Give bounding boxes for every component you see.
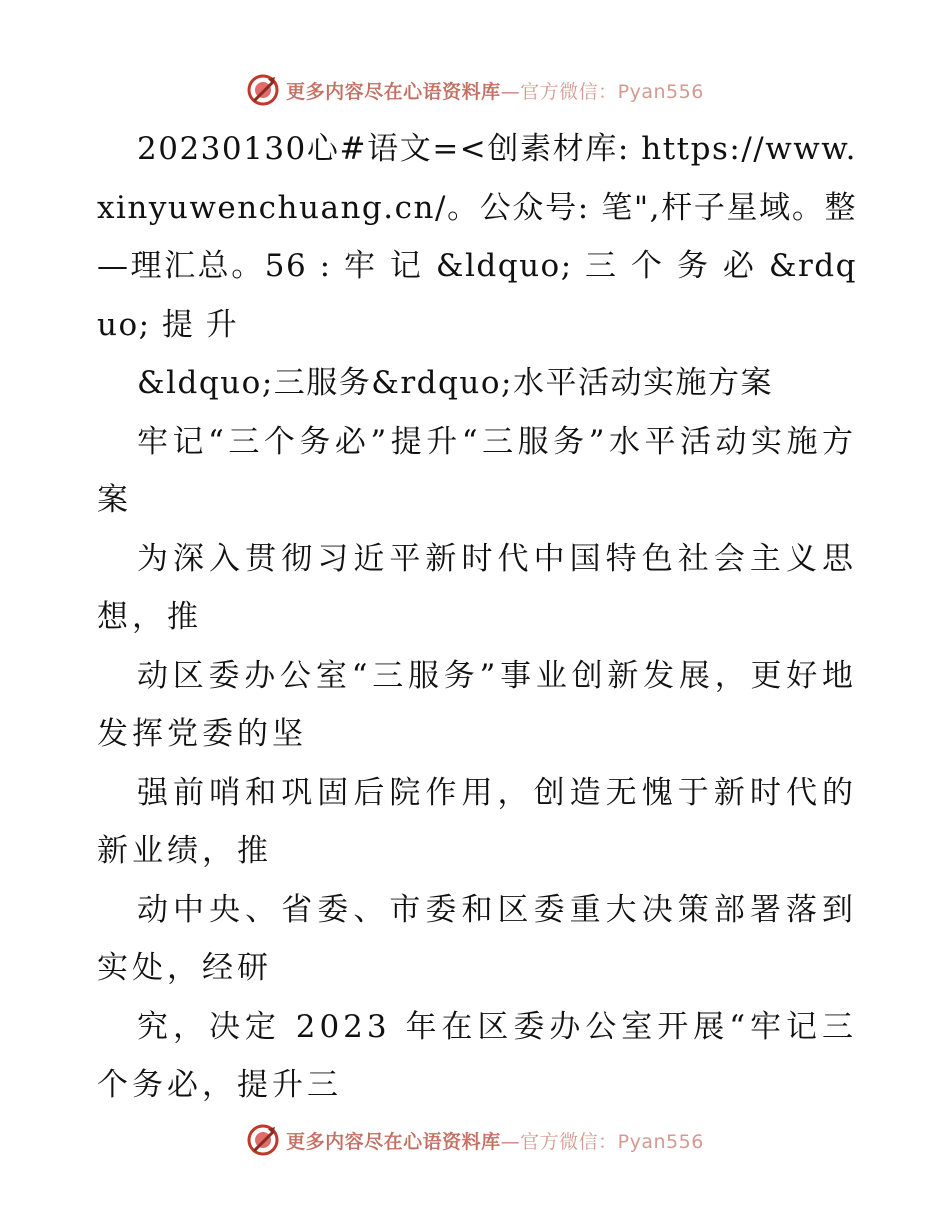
document-paragraph: 强前哨和巩固后院作用，创造无愧于新时代的新业绩，推 [97,774,857,869]
brand-logo-icon [246,1123,280,1157]
document-paragraph: 牢记“三个务必”提升“三服务”水平活动实施方案 [97,423,857,518]
header-banner-dash: — [500,80,521,103]
footer-banner-text [286,1127,704,1154]
document-paragraph: 20230130心#语文=<创素材库: https://www.xinyuwenchuang.cn/。公众号: 笔",杆子星域。整—理汇总。56 : 牢 记 &ldquo; 三 个 务 必 &rdquo; 提 升 [97,131,857,343]
footer-banner-contact: 官方微信：Pyan556 [520,1130,704,1153]
document-body [97,120,857,1115]
document-paragraph: 动中央、省委、市委和区委重大决策部署落到实处，经研 [97,891,857,986]
document-paragraph: 究，决定 2023 年在区委办公室开展“牢记三个务必，提升三 [97,1008,857,1103]
footer-banner-dash: — [500,1130,521,1153]
footer-banner-title: 更多内容尽在心语资料库 [286,1130,501,1153]
document-paragraph: &ldquo;三服务&rdquo;水平活动实施方案 [137,365,773,401]
document-paragraph: 动区委办公室“三服务”事业创新发展，更好地发挥党委的坚 [97,657,857,752]
header-banner-text [286,77,704,104]
brand-logo-icon [246,73,280,107]
document-paragraph: 为深入贯彻习近平新时代中国特色社会主义思想，推 [97,540,857,635]
header-banner [0,68,950,112]
header-banner-contact: 官方微信：Pyan556 [520,80,704,103]
header-banner-title: 更多内容尽在心语资料库 [286,80,501,103]
footer-banner [0,1118,950,1162]
